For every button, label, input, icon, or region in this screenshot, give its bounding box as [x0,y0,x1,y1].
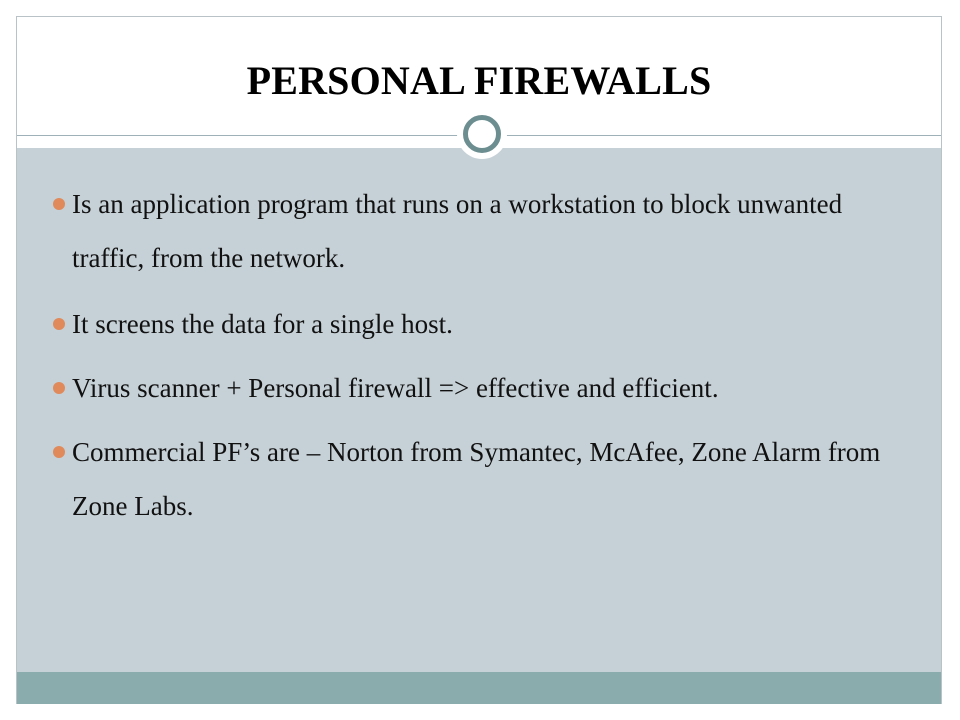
bullet-text: Is an application program that runs on a workstation to block unwanted traffic, from the network. [72,189,843,273]
bullet-item [53,297,913,351]
bullet-text: Commercial PF’s are – Norton from Symantec, McAfee, Zone Alarm from Zone Labs. [72,437,881,521]
bullet-text: It screens the data for a single host. [72,309,453,339]
slide-title: PERSONAL FIREWALLS [246,58,712,103]
bullet-dot-icon [53,198,65,210]
bullet-item [53,177,913,285]
bullet-item [53,361,913,415]
circle-ornament-icon [457,109,507,159]
bullet-text: Virus scanner + Personal firewall => effective and efficient. [72,373,719,403]
bullet-dot-icon [53,446,65,458]
bullet-item [53,425,913,533]
bullet-list [53,177,913,545]
slide [16,16,942,704]
bullet-dot-icon [53,382,65,394]
footer-band [17,672,941,704]
bullet-dot-icon [53,318,65,330]
